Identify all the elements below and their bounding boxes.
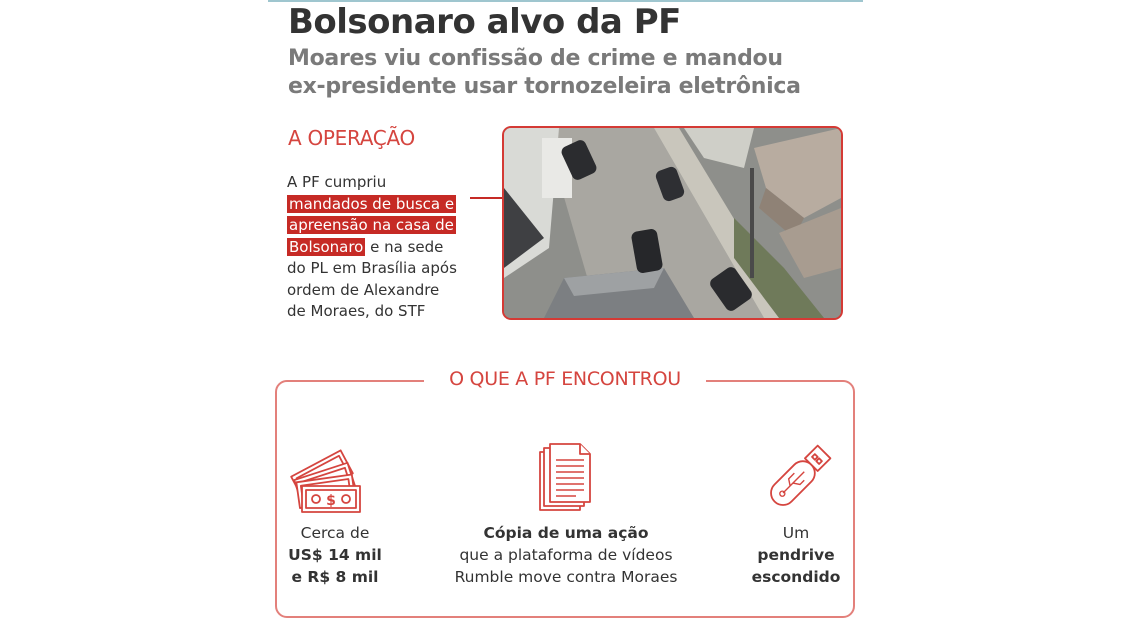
page-title: Bolsonaro alvo da PF: [288, 2, 681, 42]
operation-highlight-1: mandados de busca e: [289, 194, 455, 213]
document-icon: [536, 440, 596, 519]
page-subtitle: [288, 45, 848, 101]
finding-money-line-3: e R$ 8 mil: [291, 568, 379, 586]
finding-pendrive-line-2: pendrive: [757, 546, 835, 564]
finding-document: [436, 522, 696, 588]
operation-highlight-2: apreensão na casa de: [289, 216, 454, 234]
money-icon: [288, 442, 368, 518]
subtitle-line-1: Moares viu confissão de crime e mandou: [288, 46, 783, 71]
operation-heading: A OPERAÇÃO: [288, 126, 415, 150]
operation-line-5: do PL em Brasília após: [287, 259, 457, 277]
operation-line-1: A PF cumpriu: [287, 173, 387, 191]
finding-money: [260, 522, 410, 588]
finding-pendrive: [736, 522, 856, 588]
operation-text: [287, 172, 487, 323]
finding-pendrive-line-1: Um: [782, 524, 810, 542]
usb-drive-icon: [758, 438, 842, 518]
finding-document-line-2: que a plataforma de vídeos: [459, 546, 673, 564]
operation-line-4-rest: e na sede: [365, 237, 444, 256]
highlight-connector-line: [470, 197, 506, 199]
operation-line-7: de Moraes, do STF: [287, 302, 426, 320]
operation-line-6: ordem de Alexandre: [287, 280, 440, 299]
finding-document-line-1: Cópia de uma ação: [483, 524, 649, 542]
aerial-photo-illustration: [504, 128, 841, 318]
finding-pendrive-line-3: escondido: [751, 568, 841, 586]
findings-heading: O QUE A PF ENCONTROU: [424, 368, 706, 390]
subtitle-line-2: ex-presidente usar tornozeleira eletrônica: [288, 74, 801, 99]
finding-document-line-3: Rumble move contra Moraes: [454, 568, 678, 586]
aerial-photo: [502, 126, 843, 320]
operation-highlight-3: Bolsonaro: [289, 237, 364, 256]
finding-money-line-1: Cerca de: [300, 524, 370, 542]
finding-money-line-2: US$ 14 mil: [288, 546, 382, 564]
svg-text:$: $: [326, 493, 336, 509]
